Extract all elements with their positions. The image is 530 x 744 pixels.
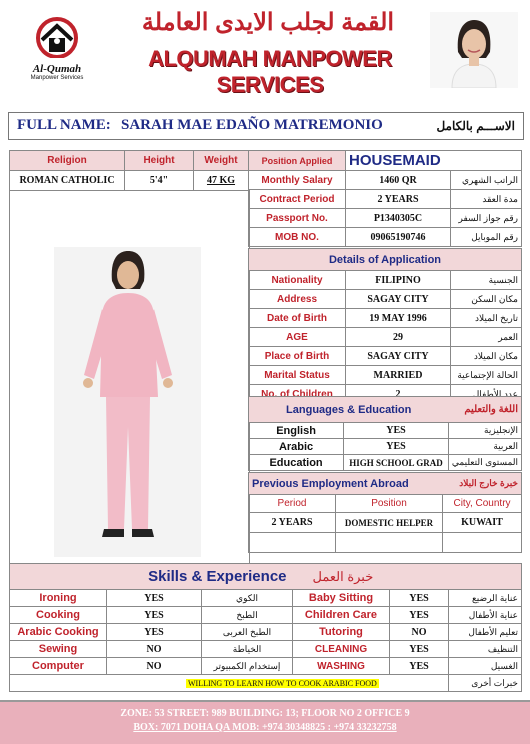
skill-babysitting-label: Baby Sitting xyxy=(293,590,390,607)
skill-cleaning-value: YES xyxy=(390,641,449,658)
place-of-birth-label: Place of Birth xyxy=(249,347,346,366)
education-arabic: المستوى التعليمي xyxy=(448,455,521,471)
skill-sewing-arabic: الخياطة xyxy=(202,641,293,658)
skill-sewing-value: NO xyxy=(107,641,202,658)
company-title: ALQUMAH MANPOWER SERVICES xyxy=(148,46,392,97)
weight-header: Weight xyxy=(194,151,249,171)
contract-info-table xyxy=(248,150,522,247)
languages-arabic-title: اللغة والتعليم xyxy=(448,397,521,423)
passport-no-value: P1340305C xyxy=(346,209,451,228)
skill-arabic-cooking-arabic: الطبخ العربى xyxy=(202,624,293,641)
skills-arabic-title: خبرة العمل xyxy=(293,564,522,590)
english-value: YES xyxy=(344,423,449,439)
employment-country-value: KUWAIT xyxy=(443,513,522,533)
headshot-image-icon xyxy=(430,12,518,88)
skill-washing-label: WASHING xyxy=(293,658,390,675)
skill-washing-arabic: الغسيل xyxy=(449,658,522,675)
employment-empty-cell xyxy=(336,533,443,553)
skill-tutoring-arabic: تعليم الأطفال xyxy=(449,624,522,641)
skill-babysitting-value: YES xyxy=(390,590,449,607)
skill-tutoring-label: Tutoring xyxy=(293,624,390,641)
skill-childcare-arabic: عناية الأطفال xyxy=(449,607,522,624)
employment-position-value: DOMESTIC HELPER xyxy=(336,513,443,533)
full-body-photo-frame xyxy=(9,190,250,564)
monthly-salary-arabic: الراتب الشهري xyxy=(451,171,522,190)
languages-table xyxy=(248,396,522,471)
children-arabic: عدد الأطفال xyxy=(451,385,522,404)
period-header: Period xyxy=(249,495,336,513)
address-arabic: مكان السكن xyxy=(451,290,522,309)
house-logo-icon xyxy=(18,14,96,58)
mobile-no-value: 09065190746 xyxy=(346,228,451,247)
passport-no-arabic: رقم جواز السفر xyxy=(451,209,522,228)
application-details-table xyxy=(248,248,522,404)
position-applied-label: Position Applied xyxy=(249,151,346,171)
company-logo xyxy=(18,14,96,80)
skill-computer-value: NO xyxy=(107,658,202,675)
skill-sewing-label: Sewing xyxy=(10,641,107,658)
arabic-label: Arabic xyxy=(249,439,344,455)
logo-subtext: Manpower Services xyxy=(30,75,84,81)
education-value: HIGH SCHOOL GRAD xyxy=(344,455,449,471)
age-arabic: العمر xyxy=(451,328,522,347)
skill-childcare-value: YES xyxy=(390,607,449,624)
employment-title: Previous Employment Abroad xyxy=(249,473,443,495)
children-label: No. of Children xyxy=(249,385,346,404)
skill-ironing-value: YES xyxy=(107,590,202,607)
full-name-arabic-label: الاســـم بالكامل xyxy=(436,119,515,133)
footer xyxy=(0,700,530,744)
nationality-label: Nationality xyxy=(249,271,346,290)
monthly-salary-value: 1460 QR xyxy=(346,171,451,190)
age-value: 29 xyxy=(346,328,451,347)
employment-empty-cell xyxy=(443,533,522,553)
other-skills-cell xyxy=(10,675,449,692)
dob-label: Date of Birth xyxy=(249,309,346,328)
contract-period-arabic: مدة العقد xyxy=(451,190,522,209)
address-value: SAGAY CITY xyxy=(346,290,451,309)
skill-washing-value: YES xyxy=(390,658,449,675)
employment-table xyxy=(248,472,522,553)
personal-basics-table xyxy=(9,150,249,191)
height-header: Height xyxy=(125,151,194,171)
position-header: Position xyxy=(336,495,443,513)
full-name-value: SARAH MAE EDAÑO MATREMONIO xyxy=(121,117,383,133)
age-label: AGE xyxy=(249,328,346,347)
full-body-image-icon xyxy=(54,247,201,557)
details-title: Details of Application xyxy=(249,249,522,271)
other-skills-note: WILLING TO LEARN HOW TO COOK ARABIC FOOD xyxy=(188,678,377,688)
headshot-photo xyxy=(430,12,518,88)
employment-arabic-title: خبرة خارج البلاد xyxy=(443,473,522,495)
dob-value: 19 MAY 1996 xyxy=(346,309,451,328)
skill-cooking-label: Cooking xyxy=(10,607,107,624)
arabic-company-title: القمة لجلب الايدى العاملة xyxy=(141,9,395,36)
religion-value: ROMAN CATHOLIC xyxy=(10,171,125,191)
nationality-arabic: الجنسية xyxy=(451,271,522,290)
header xyxy=(0,0,530,100)
weight-value: 47 KG xyxy=(194,171,249,191)
monthly-salary-label: Monthly Salary xyxy=(249,171,346,190)
passport-no-label: Passport No. xyxy=(249,209,346,228)
mobile-no-arabic: رقم الموبايل xyxy=(451,228,522,247)
position-applied-value: HOUSEMAID xyxy=(346,151,522,171)
footer-contact-line: BOX: 7071 DOHA QA MOB: +974 30348825 : +974 33232758 xyxy=(133,722,397,733)
skill-cleaning-label: CLEANING xyxy=(293,641,390,658)
arabic-value: YES xyxy=(344,439,449,455)
employment-period-value: 2 YEARS xyxy=(249,513,336,533)
nationality-value: FILIPINO xyxy=(346,271,451,290)
logo-text: Al-Qumah xyxy=(32,63,82,75)
employment-empty-cell xyxy=(249,533,336,553)
english-label: English xyxy=(249,423,344,439)
full-name-label: FULL NAME: xyxy=(17,117,111,133)
full-name-bar xyxy=(8,112,524,140)
skill-babysitting-arabic: عناية الرضيع xyxy=(449,590,522,607)
marital-status-value: MARRIED xyxy=(346,366,451,385)
children-value: 2 xyxy=(346,385,451,404)
skill-childcare-label: Children Care xyxy=(293,607,390,624)
footer-address-line: ZONE: 53 STREET: 989 BUILDING: 13; FLOOR NO 2 OFFICE 9 xyxy=(120,708,410,719)
marital-status-arabic: الحالة الإجتماعية xyxy=(451,366,522,385)
skill-arabic-cooking-value: YES xyxy=(107,624,202,641)
education-label: Education xyxy=(249,455,344,471)
country-header: City, Country xyxy=(443,495,522,513)
mobile-no-label: MOB NO. xyxy=(249,228,346,247)
skill-cleaning-arabic: التنظيف xyxy=(449,641,522,658)
skill-cooking-value: YES xyxy=(107,607,202,624)
marital-status-label: Marital Status xyxy=(249,366,346,385)
skill-computer-label: Computer xyxy=(10,658,107,675)
place-of-birth-value: SAGAY CITY xyxy=(346,347,451,366)
address-label: Address xyxy=(249,290,346,309)
arabic-arabic: العربية xyxy=(448,439,521,455)
other-skills-arabic: خبرات أخرى xyxy=(449,675,522,692)
full-body-photo xyxy=(54,247,201,557)
dob-arabic: تاريخ الميلاد xyxy=(451,309,522,328)
contract-period-label: Contract Period xyxy=(249,190,346,209)
skill-ironing-arabic: الكوي xyxy=(202,590,293,607)
english-arabic: الإنجليزية xyxy=(448,423,521,439)
place-of-birth-arabic: مكان الميلاد xyxy=(451,347,522,366)
skills-title: Skills & Experience xyxy=(10,564,293,590)
skill-ironing-label: Ironing xyxy=(10,590,107,607)
height-value: 5'4" xyxy=(125,171,194,191)
skill-tutoring-value: NO xyxy=(390,624,449,641)
religion-header: Religion xyxy=(10,151,125,171)
contract-period-value: 2 YEARS xyxy=(346,190,451,209)
skills-table xyxy=(9,563,522,692)
skill-cooking-arabic: الطبخ xyxy=(202,607,293,624)
skill-arabic-cooking-label: Arabic Cooking xyxy=(10,624,107,641)
skill-computer-arabic: إستخدام الكمبيوتر xyxy=(202,658,293,675)
languages-title: Languages & Education xyxy=(249,397,449,423)
